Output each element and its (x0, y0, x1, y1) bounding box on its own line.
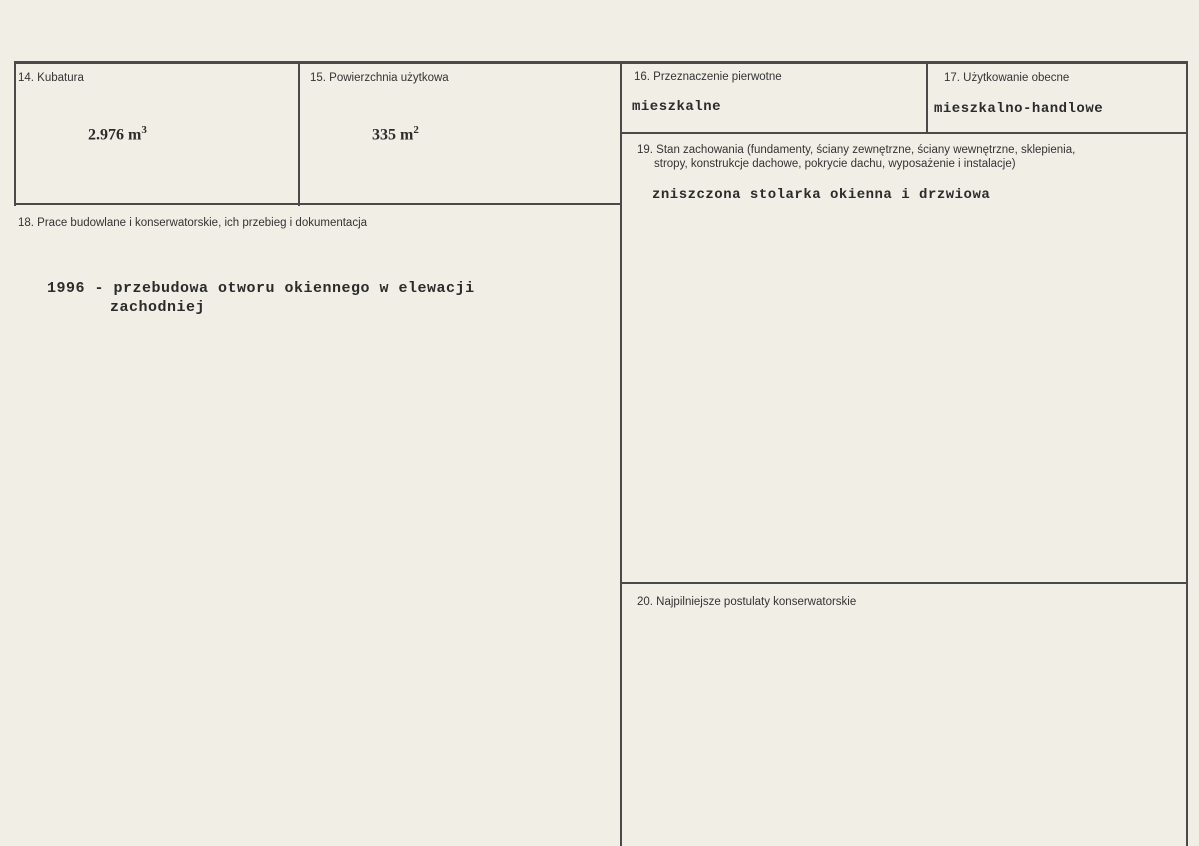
rule-below-14-15 (14, 203, 622, 205)
prace-budowlane-line2: zachodniej (110, 299, 206, 316)
powierzchnia-exponent: 2 (413, 124, 419, 136)
right-border (1186, 61, 1188, 846)
stan-zachowania-value: zniszczona stolarka okienna i drzwiowa (652, 187, 991, 203)
center-divider (620, 61, 622, 846)
kubatura-exponent: 3 (141, 124, 147, 136)
prace-budowlane-label: 18. Prace budowlane i konserwatorskie, ich przebieg i dokumentacja (18, 217, 368, 229)
kubatura-label: 14. Kubatura (18, 72, 84, 84)
top-rule (14, 61, 1187, 64)
uzytkowanie-value: mieszkalno-handlowe (934, 101, 1104, 117)
kubatura-number: 2.976 m (88, 126, 142, 144)
uzytkowanie-label: 17. Użytkowanie obecne (944, 72, 1070, 84)
left-border-top (14, 61, 16, 206)
powierzchnia-number: 335 m (372, 126, 414, 144)
powierzchnia-value (372, 124, 419, 144)
prace-budowlane-line1: 1996 - przebudowa otworu okiennego w elewacji (47, 280, 475, 297)
stan-zachowania-label-1: 19. Stan zachowania (fundamenty, ściany zewnętrzne, ściany wewnętrzne, sklepienia, (637, 144, 1076, 156)
rule-below-19 (622, 582, 1188, 584)
kubatura-value (88, 124, 147, 144)
stan-zachowania-label-2: stropy, konstrukcje dachowe, pokrycie dachu, wyposażenie i instalacje) (654, 158, 1016, 170)
powierzchnia-label: 15. Powierzchnia użytkowa (310, 72, 449, 84)
postulaty-label: 20. Najpilniejsze postulaty konserwatorskie (637, 596, 857, 608)
przeznaczenie-value: mieszkalne (632, 99, 722, 115)
divider-16-17 (926, 61, 928, 134)
rule-below-16-17 (622, 132, 1188, 134)
divider-14-15 (298, 61, 300, 206)
przeznaczenie-label: 16. Przeznaczenie pierwotne (634, 71, 782, 83)
